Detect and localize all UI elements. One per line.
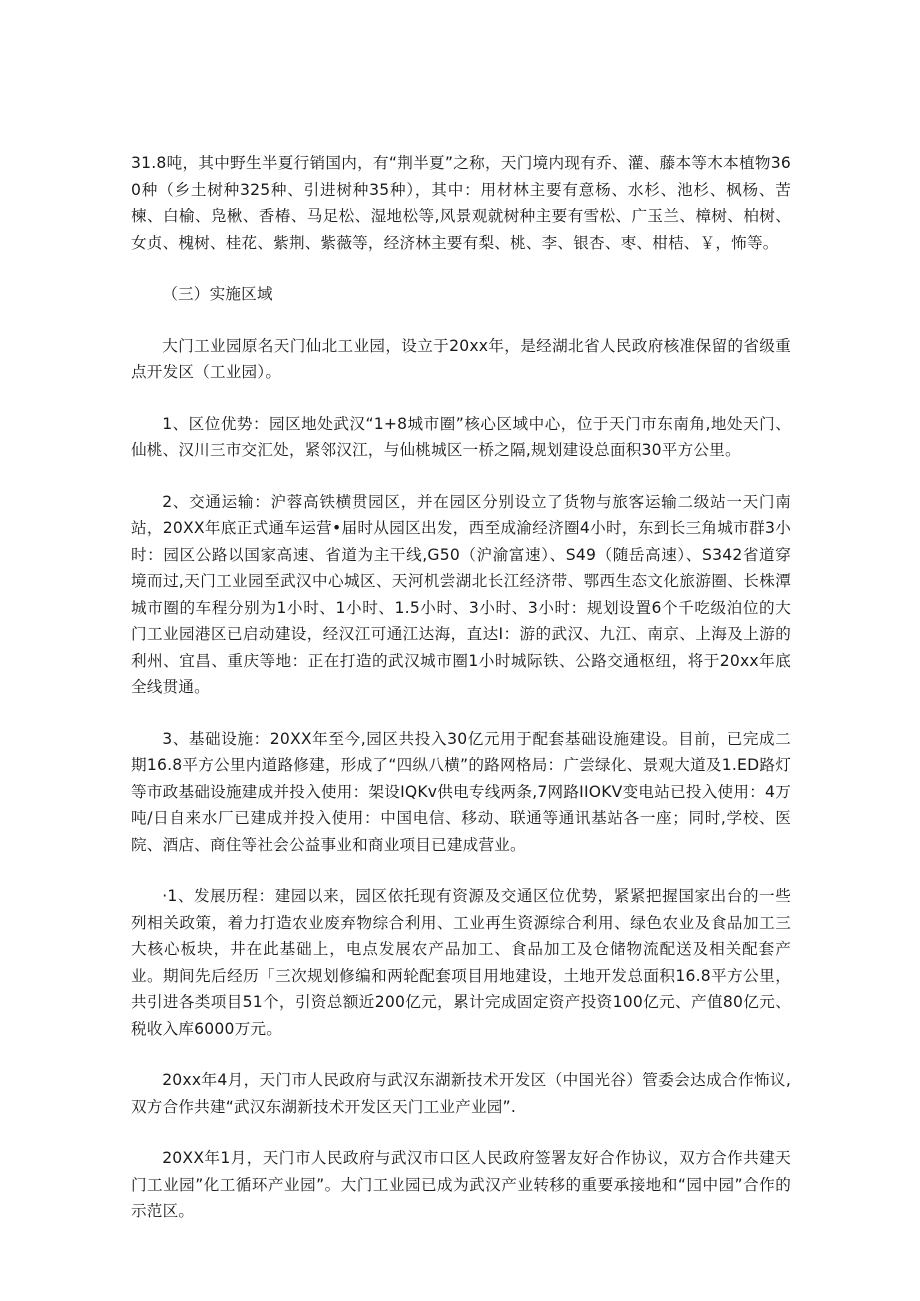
paragraph-park-intro: 大门工业园原名天门仙北工业园，设立于20xx年，是经湖北省人民政府核准保留的省级重点开发区（工业园）。 — [131, 336, 791, 381]
paragraph-cooperation-april: 20xx年4月，天门市人民政府与武汉东湖新技术开发区（中国光谷）管委会达成合作怖议,双方合作共建“武汉东湖新技术开发区天门工业产业园”. — [131, 1071, 791, 1116]
paragraph-transportation: 2、交通运输：沪蓉高铁横贯园区，并在园区分别设立了货物与旅客运输二级站一天门南站，20XX年底正式通车运营•届时从园区出发，西至成渝经济圈4小时，东到长三角城市群3小时：园区公路以国家高速、省道为主干线,G50（沪渝富速）、S49（随岳高速）、S342省道穿境而过,天门工业园至武汉中心城区、天河机尝湖北长江经济带、鄂西生态文化旅游圈、长株潭城市圈的车程分别为1小时、1小时、1.5小时、3小时、3小时：规划设置6个千吃级泊位的大门工业园港区已启动建设，经汉江可通江达海，直达I：游的武汉、九江、南京、上海及上游的利州、宜昌、重庆等地：正在打造的武汉城市圈1小时城际铁、公路交通枢纽，将于20xx年底全线贯通。 — [131, 492, 791, 696]
paragraph-plants: 31.8吨，其中野生半夏行销国内，有“荆半夏”之称，天门境内现有乔、灌、藤本等木本植物360种（乡土树种325种、引进树种35种），其中：用材林主要有意杨、水杉、池杉、枫杨、苦楝、白榆、凫楸、香椿、马足松、湿地松等,风景观就树种主要有雪松、广玉兰、樟树、柏树、女贞、槐树、桂花、紫荆、紫薇等，经济林主要有梨、桃、李、银杏、枣、柑桔、￥，怖等。 — [131, 154, 791, 252]
paragraph-infrastructure: 3、基础设施：20XX年至今,园区共投入30亿元用于配套基础设施建设。目前，已完成二期16.8平方公里内道路修建，形成了“四纵八横”的路网格局：广尝绿化、景观大道及1.ED路灯等市政基础设施建成并投入使用：架设IQKv供电专线两条,7网路IIOKV变电站已投入使用：4万吨/日自来水厂已建成并投入使用：中国电信、移动、联通等通讯基站各一座；同时,学校、医院、酒店、商住等社会公益事业和商业项目已建成营业。 — [131, 729, 791, 854]
document-page — [131, 150, 791, 1250]
paragraph-location-advantage: 1、区位优势：园区地处武汉“1+8城市圈”核心区域中心，位于天门市东南角,地处天门、仙桃、汉川三市交汇处，紧邻汉江，与仙桃城区一桥之隔,规划建设总面积30平方公里。 — [131, 414, 791, 459]
section-heading-implementation-area: （三）实施区域 — [162, 285, 273, 303]
paragraph-cooperation-january: 20XX年1月，天门市人民政府与武汉市口区人民政府签署友好合作协议，双方合作共建天门工业园”化工循环产业园”。大门工业园已成为武汉产业转移的重要承接地和“园中园”合作的示范区。 — [131, 1149, 791, 1220]
paragraph-development-history: ·1、发展历程：建园以来，园区依托现有资源及交通区位优势，紧紧把握国家出台的一些列相关政策，着力打造农业废弃物综合利用、工业再生资源综合利用、绿色农业及食品加工三大核心板块，井在此基础上，电点发展农产品加工、食品加工及仓储物流配送及相关配套产业。期间先后经历「三次规划修编和两轮配套项目用地建设，土地开发总面积16.8平方公里，共引进各类项目51个，引资总额近200亿元，累计完成固定资产投资100亿元、产值80亿元、税收入库6000万元。 — [131, 887, 791, 1038]
